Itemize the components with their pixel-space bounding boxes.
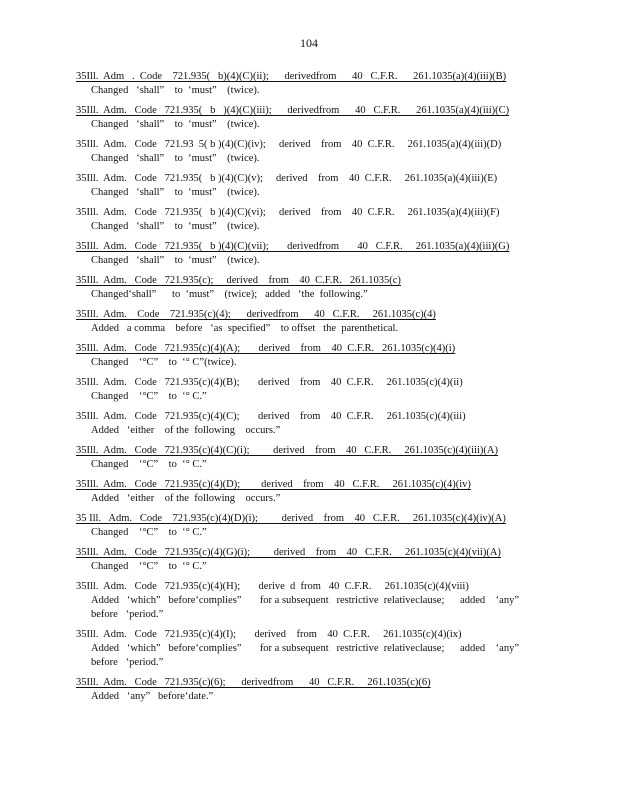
change-note: Added ‘any” before‘date.” — [91, 691, 214, 702]
citation-entry — [76, 342, 546, 370]
change-note: Added ‘which” before‘complies” for a subsequent restrictive relativeclause; added ‘any” before ‘period.” — [91, 595, 520, 620]
citation-line: 35Ill. Adm. Code 721.935( b )(4)(C)(v); derived from 40 C.F.R. 261.1035(a)(4)(iii)(E) — [76, 173, 498, 184]
entry-list — [76, 70, 546, 710]
citation-entry — [76, 240, 546, 268]
citation-entry — [76, 172, 546, 200]
change-note: Changed ‘°C” to ‘° C.” — [91, 391, 207, 402]
citation-entry — [76, 308, 546, 336]
change-note: Changed ‘shall” to ‘must” (twice). — [91, 221, 260, 232]
citation-entry — [76, 104, 546, 132]
citation-line: 35 Ill. Adm. Code 721.935(c)(4)(D)(i); derived from 40 C.F.R. 261.1035(c)(4)(iv)(A) — [76, 513, 506, 524]
change-note: Added ‘either of the following occurs.” — [91, 493, 281, 504]
change-note: Changed ‘shall” to ‘must” (twice). — [91, 153, 260, 164]
citation-line: 35Ill. Adm. Code 721.935(c)(4)(I); derived from 40 C.F.R. 261.1035(c)(4)(ix) — [76, 629, 462, 640]
citation-line: 35Ill. Adm. Code 721.935(c)(4)(B); derived from 40 C.F.R. 261.1035(c)(4)(ii) — [76, 377, 463, 388]
citation-line: 35Ill. Adm. Code 721.93 5( b )(4)(C)(iv); derived from 40 C.F.R. 261.1035(a)(4)(iii)(D) — [76, 139, 502, 150]
change-note: Changed ‘shall” to ‘must” (twice). — [91, 85, 260, 96]
citation-line: 35Ill. Adm . Code 721.935( b)(4)(C)(ii); derivedfrom 40 C.F.R. 261.1035(a)(4)(iii)(B) — [76, 71, 507, 82]
citation-entry — [76, 546, 546, 574]
citation-entry — [76, 274, 546, 302]
citation-line: 35Ill. Adm. Code 721.935(c)(4)(H); derive d from 40 C.F.R. 261.1035(c)(4)(viii) — [76, 581, 469, 592]
citation-line: 35Ill. Adm. Code 721.935(c)(4)(G)(i); derived from 40 C.F.R. 261.1035(c)(4)(vii)(A) — [76, 547, 501, 558]
citation-line: 35Ill. Adm. Code 721.935(c)(4)(C); derived from 40 C.F.R. 261.1035(c)(4)(iii) — [76, 411, 466, 422]
citation-line: 35Ill. Adm. Code 721.935(c)(4)(D); derived from 40 C.F.R. 261.1035(c)(4)(iv) — [76, 479, 471, 490]
change-note: Changed ‘shall” to ‘must” (twice). — [91, 255, 260, 266]
change-note: Added ‘either of the following occurs.” — [91, 425, 281, 436]
change-note: Changed ‘°C” to ‘° C.” — [91, 561, 207, 572]
change-note: Added ‘which” before‘complies” for a subsequent restrictive relativeclause; added ‘any” before ‘period.” — [91, 643, 520, 668]
change-note: Changed‘shall” to ‘must” (twice); added ‘the following.” — [91, 289, 368, 300]
citation-entry — [76, 376, 546, 404]
change-note: Changed ‘°C” to ‘° C”(twice). — [91, 357, 237, 368]
citation-entry — [76, 512, 546, 540]
citation-entry — [76, 138, 546, 166]
citation-line: 35Ill. Adm. Code 721.935(c); derived from 40 C.F.R. 261.1035(c) — [76, 275, 401, 286]
citation-entry — [76, 206, 546, 234]
citation-entry — [76, 444, 546, 472]
page-number: 104 — [300, 36, 318, 50]
citation-entry — [76, 580, 546, 622]
citation-line: 35Ill. Adm. Code 721.935(c)(6); derivedfrom 40 C.F.R. 261.1035(c)(6) — [76, 677, 431, 688]
citation-entry — [76, 70, 546, 98]
change-note: Added a comma before ‘as specified” to offset the parenthetical. — [91, 323, 399, 334]
citation-entry — [76, 676, 546, 704]
citation-entry — [76, 478, 546, 506]
citation-line: 35Ill. Adm. Code 721.935(c)(4)(A); derived from 40 C.F.R. 261.1035(c)(4)(i) — [76, 343, 456, 354]
citation-line: 35Ill. Adm. Code 721.935(c)(4)(C)(i); derived from 40 C.F.R. 261.1035(c)(4)(iii)(A) — [76, 445, 499, 456]
citation-entry — [76, 628, 546, 670]
change-note: Changed ‘°C” to ‘° C.” — [91, 459, 207, 470]
citation-line: 35Ill. Adm. Code 721.935( b )(4)(C)(vi); derived from 40 C.F.R. 261.1035(a)(4)(iii)(F) — [76, 207, 500, 218]
change-note: Changed ‘shall” to ‘must” (twice). — [91, 119, 260, 130]
change-note: Changed ‘°C” to ‘° C.” — [91, 527, 207, 538]
change-note: Changed ‘shall” to ‘must” (twice). — [91, 187, 260, 198]
citation-line: 35Ill. Adm. Code 721.935(c)(4); derivedfrom 40 C.F.R. 261.1035(c)(4) — [76, 309, 436, 320]
citation-line: 35Ill. Adm. Code 721.935( b )(4)(C)(iii); derivedfrom 40 C.F.R. 261.1035(a)(4)(iii)(C) — [76, 105, 510, 116]
citation-line: 35Ill. Adm. Code 721.935( b )(4)(C)(vii); derivedfrom 40 C.F.R. 261.1035(a)(4)(iii)(G) — [76, 241, 510, 252]
citation-entry — [76, 410, 546, 438]
